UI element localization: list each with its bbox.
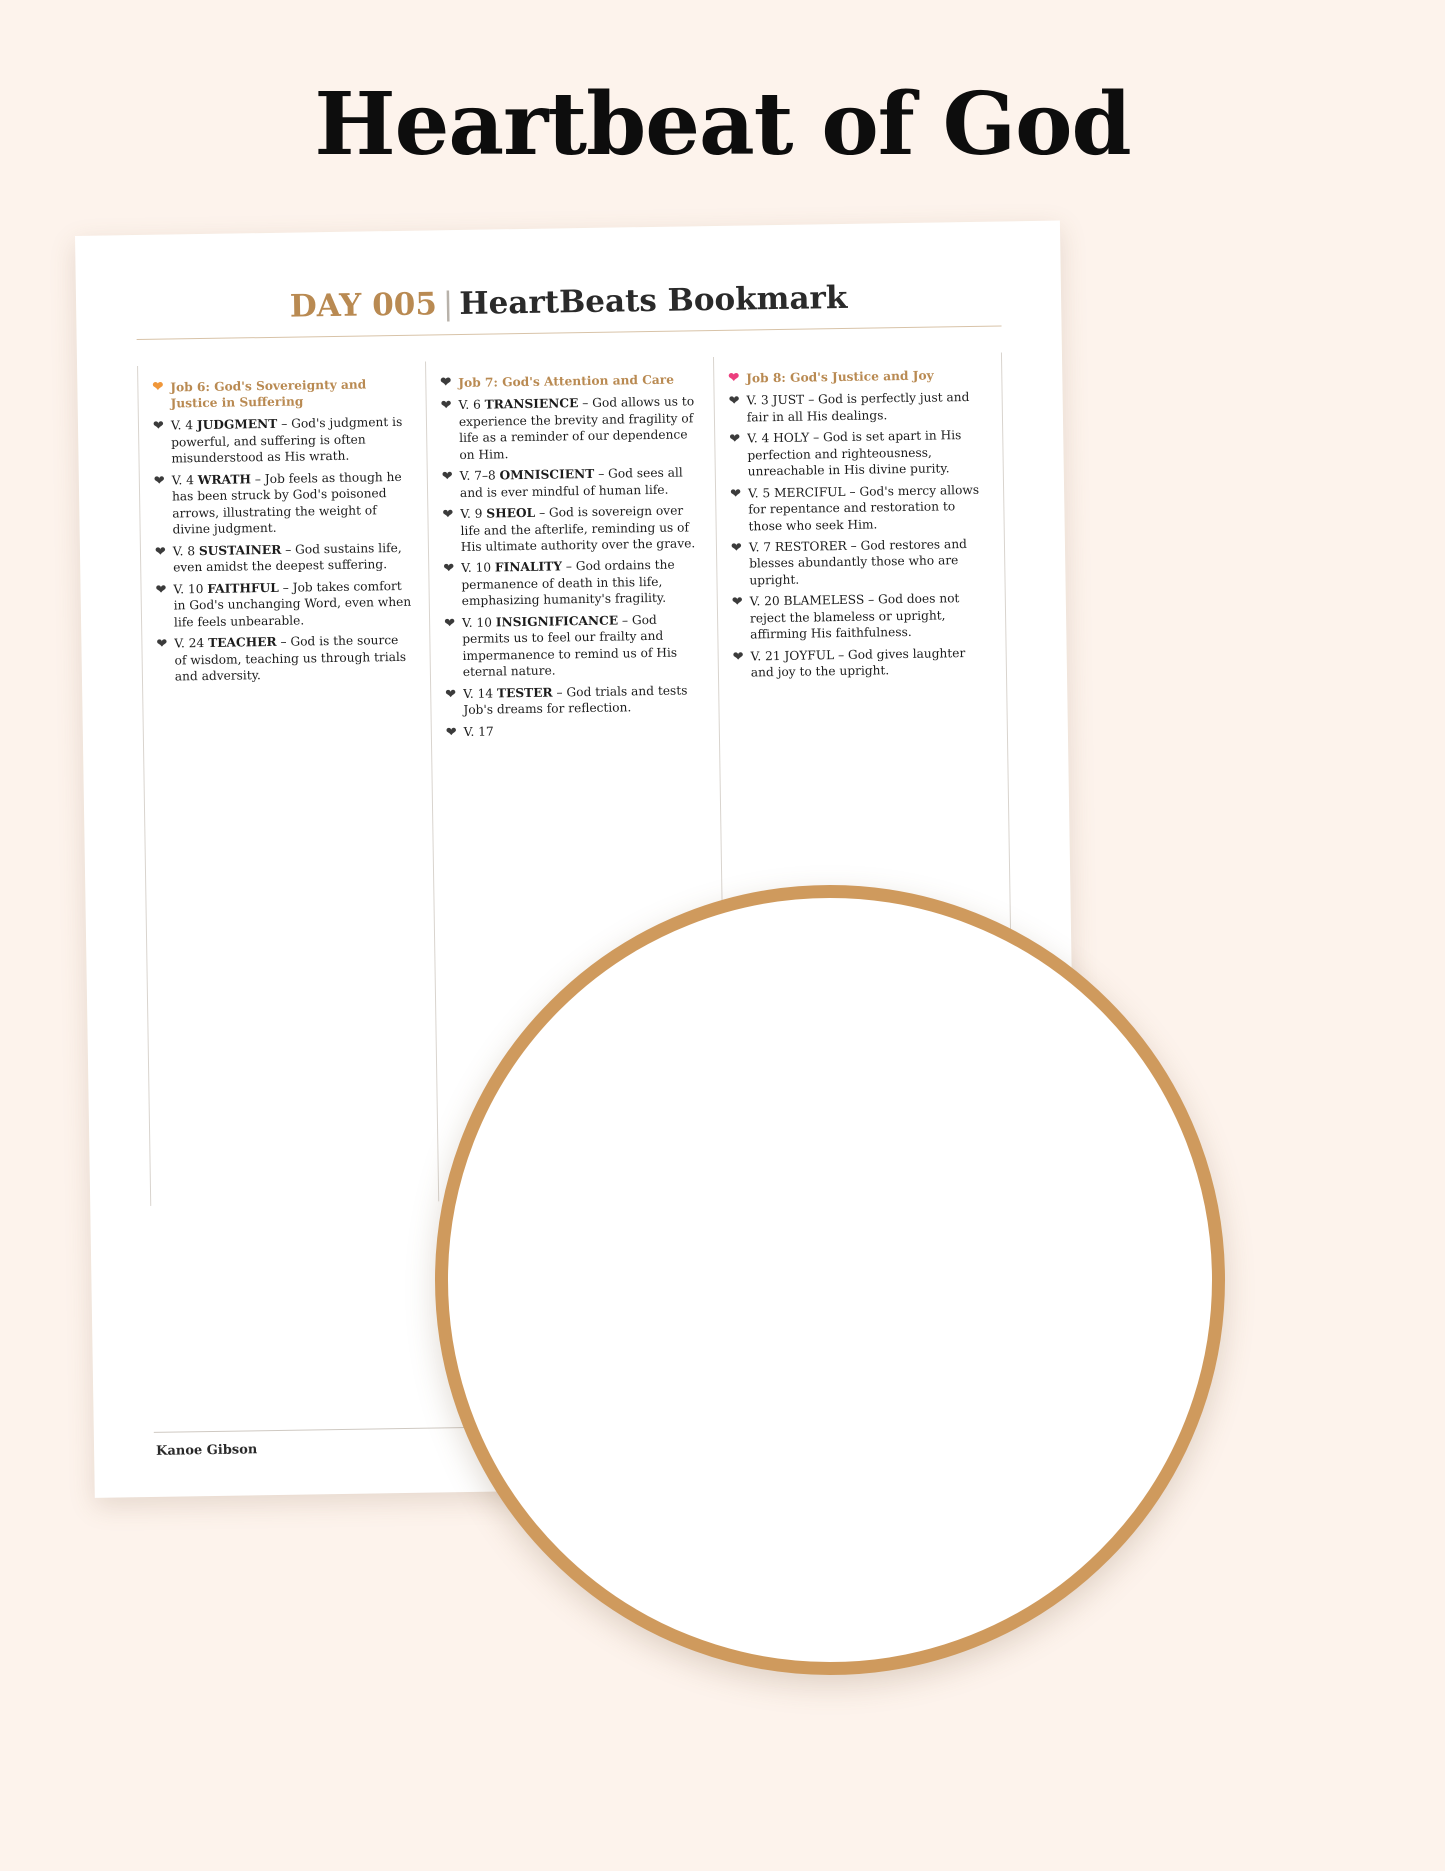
list-item bbox=[445, 682, 702, 719]
entry-keyword: OMNISCIENT bbox=[499, 466, 595, 483]
column-2-heading bbox=[440, 371, 697, 391]
author-name: Kanoe Gibson bbox=[155, 1442, 258, 1459]
heart-icon: ❤ bbox=[730, 539, 742, 555]
list-item bbox=[442, 464, 699, 501]
entry-text: – God gives laughter and joy to the upright. bbox=[750, 645, 966, 680]
entry-keyword: JUDGMENT bbox=[196, 417, 278, 433]
entry-keyword: FAITHFUL bbox=[207, 580, 279, 596]
heart-icon: ❤ bbox=[445, 723, 457, 739]
entry-keyword: WRATH bbox=[197, 472, 252, 487]
heart-icon-pink: ❤ bbox=[728, 370, 740, 386]
entry-verse: V. 4 bbox=[171, 473, 195, 488]
entry-keyword: BLAMELESS bbox=[783, 593, 865, 609]
entry-verse: V. 5 bbox=[747, 485, 771, 501]
heart-icon-orange: ❤ bbox=[152, 379, 164, 395]
document-title: HeartBeats Bookmark bbox=[459, 279, 848, 322]
list-item bbox=[441, 393, 699, 463]
header-separator: | bbox=[442, 286, 454, 323]
list-item bbox=[154, 469, 412, 539]
entry-verse: V. 10 bbox=[461, 560, 492, 576]
entry-verse: V. 10 bbox=[461, 615, 493, 630]
heart-icon: ❤ bbox=[441, 468, 453, 484]
heart-icon: ❤ bbox=[445, 685, 457, 701]
entry-verse: V. 6 bbox=[458, 397, 481, 413]
heart-icon: ❤ bbox=[152, 418, 165, 434]
entry-keyword: FINALITY bbox=[494, 559, 563, 575]
entry-verse: V. 24 bbox=[174, 636, 205, 651]
entry-text: – God ordains the permanence of death in this life, emphasizing humanity's fragility. bbox=[461, 558, 675, 609]
entry-keyword: MERCIFUL bbox=[773, 484, 846, 500]
column-3-heading bbox=[728, 367, 985, 387]
document-header bbox=[136, 277, 1002, 340]
entry-verse: V. 4 bbox=[747, 431, 770, 446]
heart-icon: ❤ bbox=[731, 593, 743, 610]
entry-keyword: TESTER bbox=[496, 685, 553, 701]
entry-text: – God sustains life, even amidst the deepest suffering. bbox=[173, 540, 402, 575]
entry-verse: V. 8 bbox=[172, 543, 196, 559]
list-item bbox=[733, 644, 990, 681]
entry-keyword: TEACHER bbox=[208, 634, 277, 651]
entry-text: – God does not reject the blameless or upright, affirming His faithfulness. bbox=[749, 591, 960, 642]
entry-keyword: SHEOL bbox=[486, 505, 536, 521]
heart-icon: ❤ bbox=[154, 543, 166, 559]
heart-icon: ❤ bbox=[729, 430, 741, 446]
heart-icon: ❤ bbox=[155, 581, 167, 597]
entry-text: – God is perfectly just and fair in all His dealings. bbox=[746, 390, 970, 425]
bookmark-column-1 bbox=[137, 362, 439, 1206]
heart-icon: ❤ bbox=[443, 560, 455, 576]
magnifier-lens bbox=[435, 885, 1225, 1675]
heart-icon: ❤ bbox=[442, 506, 454, 522]
entry-text: – Job feels as though he has been struck by God's poisoned arrows, illustrating the weight of divine judgment. bbox=[171, 469, 402, 537]
heart-icon: ❤ bbox=[444, 614, 456, 631]
list-item bbox=[156, 632, 414, 685]
entry-text: – God is the source of wisdom, teaching us through trials and adversity. bbox=[174, 633, 407, 684]
entry-text: – God restores and blesses abundantly those who are upright. bbox=[749, 536, 968, 588]
column-1-title: Job 6: God's Sovereignty and Justice in Suffering bbox=[170, 377, 367, 411]
entry-text: – God trials and tests Job's dreams for reflection. bbox=[463, 683, 688, 718]
entry-text: – God's judgment is powerful, and suffering is often misunderstood as His wrath. bbox=[171, 415, 403, 466]
entry-text: – God's mercy allows for repentance and restoration to those who seek Him. bbox=[748, 482, 980, 533]
entry-verse: V. 21 bbox=[750, 648, 781, 664]
entry-verse: V. 3 bbox=[746, 393, 769, 408]
entry-verse: V. 7 bbox=[748, 540, 772, 555]
entry-verse: V. 17 bbox=[463, 724, 494, 739]
entry-text: – God permits us to feel our frailty and impermanence to remind us of His eternal nature. bbox=[462, 612, 678, 680]
heart-icon: ❤ bbox=[440, 375, 452, 391]
entry-verse: V. 10 bbox=[173, 581, 204, 597]
heart-icon: ❤ bbox=[728, 392, 740, 408]
entry-verse: V. 20 bbox=[749, 594, 780, 609]
entry-keyword: RESTORER bbox=[774, 538, 847, 555]
list-item bbox=[442, 502, 700, 555]
entry-text: – God is set apart in His perfection and righteousness, unreachable in His divine purity. bbox=[747, 428, 962, 479]
entry-keyword: INSIGNIFICANCE bbox=[495, 613, 619, 630]
entry-verse: V. 9 bbox=[460, 506, 483, 522]
list-item bbox=[729, 389, 986, 426]
heart-icon: ❤ bbox=[156, 635, 168, 651]
entry-keyword: JUST bbox=[772, 392, 805, 408]
entry-text: – God sees all and is ever mindful of human life. bbox=[459, 465, 683, 500]
list-item bbox=[731, 536, 989, 589]
list-item bbox=[153, 414, 411, 467]
entry-keyword: TRANSIENCE bbox=[484, 396, 579, 412]
list-item bbox=[730, 481, 988, 534]
heart-icon: ❤ bbox=[732, 648, 744, 664]
list-item bbox=[732, 590, 990, 643]
list-item bbox=[446, 720, 703, 741]
list-item bbox=[155, 577, 413, 630]
list-item bbox=[155, 539, 412, 576]
column-3-title: Job 8: God's Justice and Joy bbox=[746, 368, 934, 386]
entry-keyword: SUSTAINER bbox=[198, 542, 282, 558]
column-1-heading bbox=[152, 376, 409, 412]
entry-text: – God is sovereign over life and the afterlife, reminding us of His ultimate authority over the grave. bbox=[460, 503, 696, 554]
column-2-title: Job 7: God's Attention and Care bbox=[458, 372, 675, 390]
heart-icon: ❤ bbox=[440, 397, 452, 413]
entry-verse: V. 14 bbox=[463, 686, 494, 701]
entry-text: – God allows us to experience the brevity and fragility of life as a reminder of our dependence on Him. bbox=[458, 394, 695, 462]
entry-verse: V. 4 bbox=[170, 418, 194, 433]
list-item bbox=[729, 427, 987, 480]
entry-verse: V. 7–8 bbox=[459, 468, 496, 484]
list-item bbox=[444, 611, 702, 681]
heart-icon: ❤ bbox=[153, 472, 165, 488]
list-item bbox=[443, 557, 701, 610]
day-label: DAY 005 bbox=[289, 286, 438, 325]
entry-text: – Job takes comfort in God's unchanging Word, even when life feels unbearable. bbox=[173, 578, 412, 630]
entry-keyword: JOYFUL bbox=[784, 647, 835, 663]
heart-icon: ❤ bbox=[729, 485, 742, 501]
entry-keyword: HOLY bbox=[773, 430, 810, 446]
page-title: Heartbeat of God bbox=[314, 74, 1131, 175]
